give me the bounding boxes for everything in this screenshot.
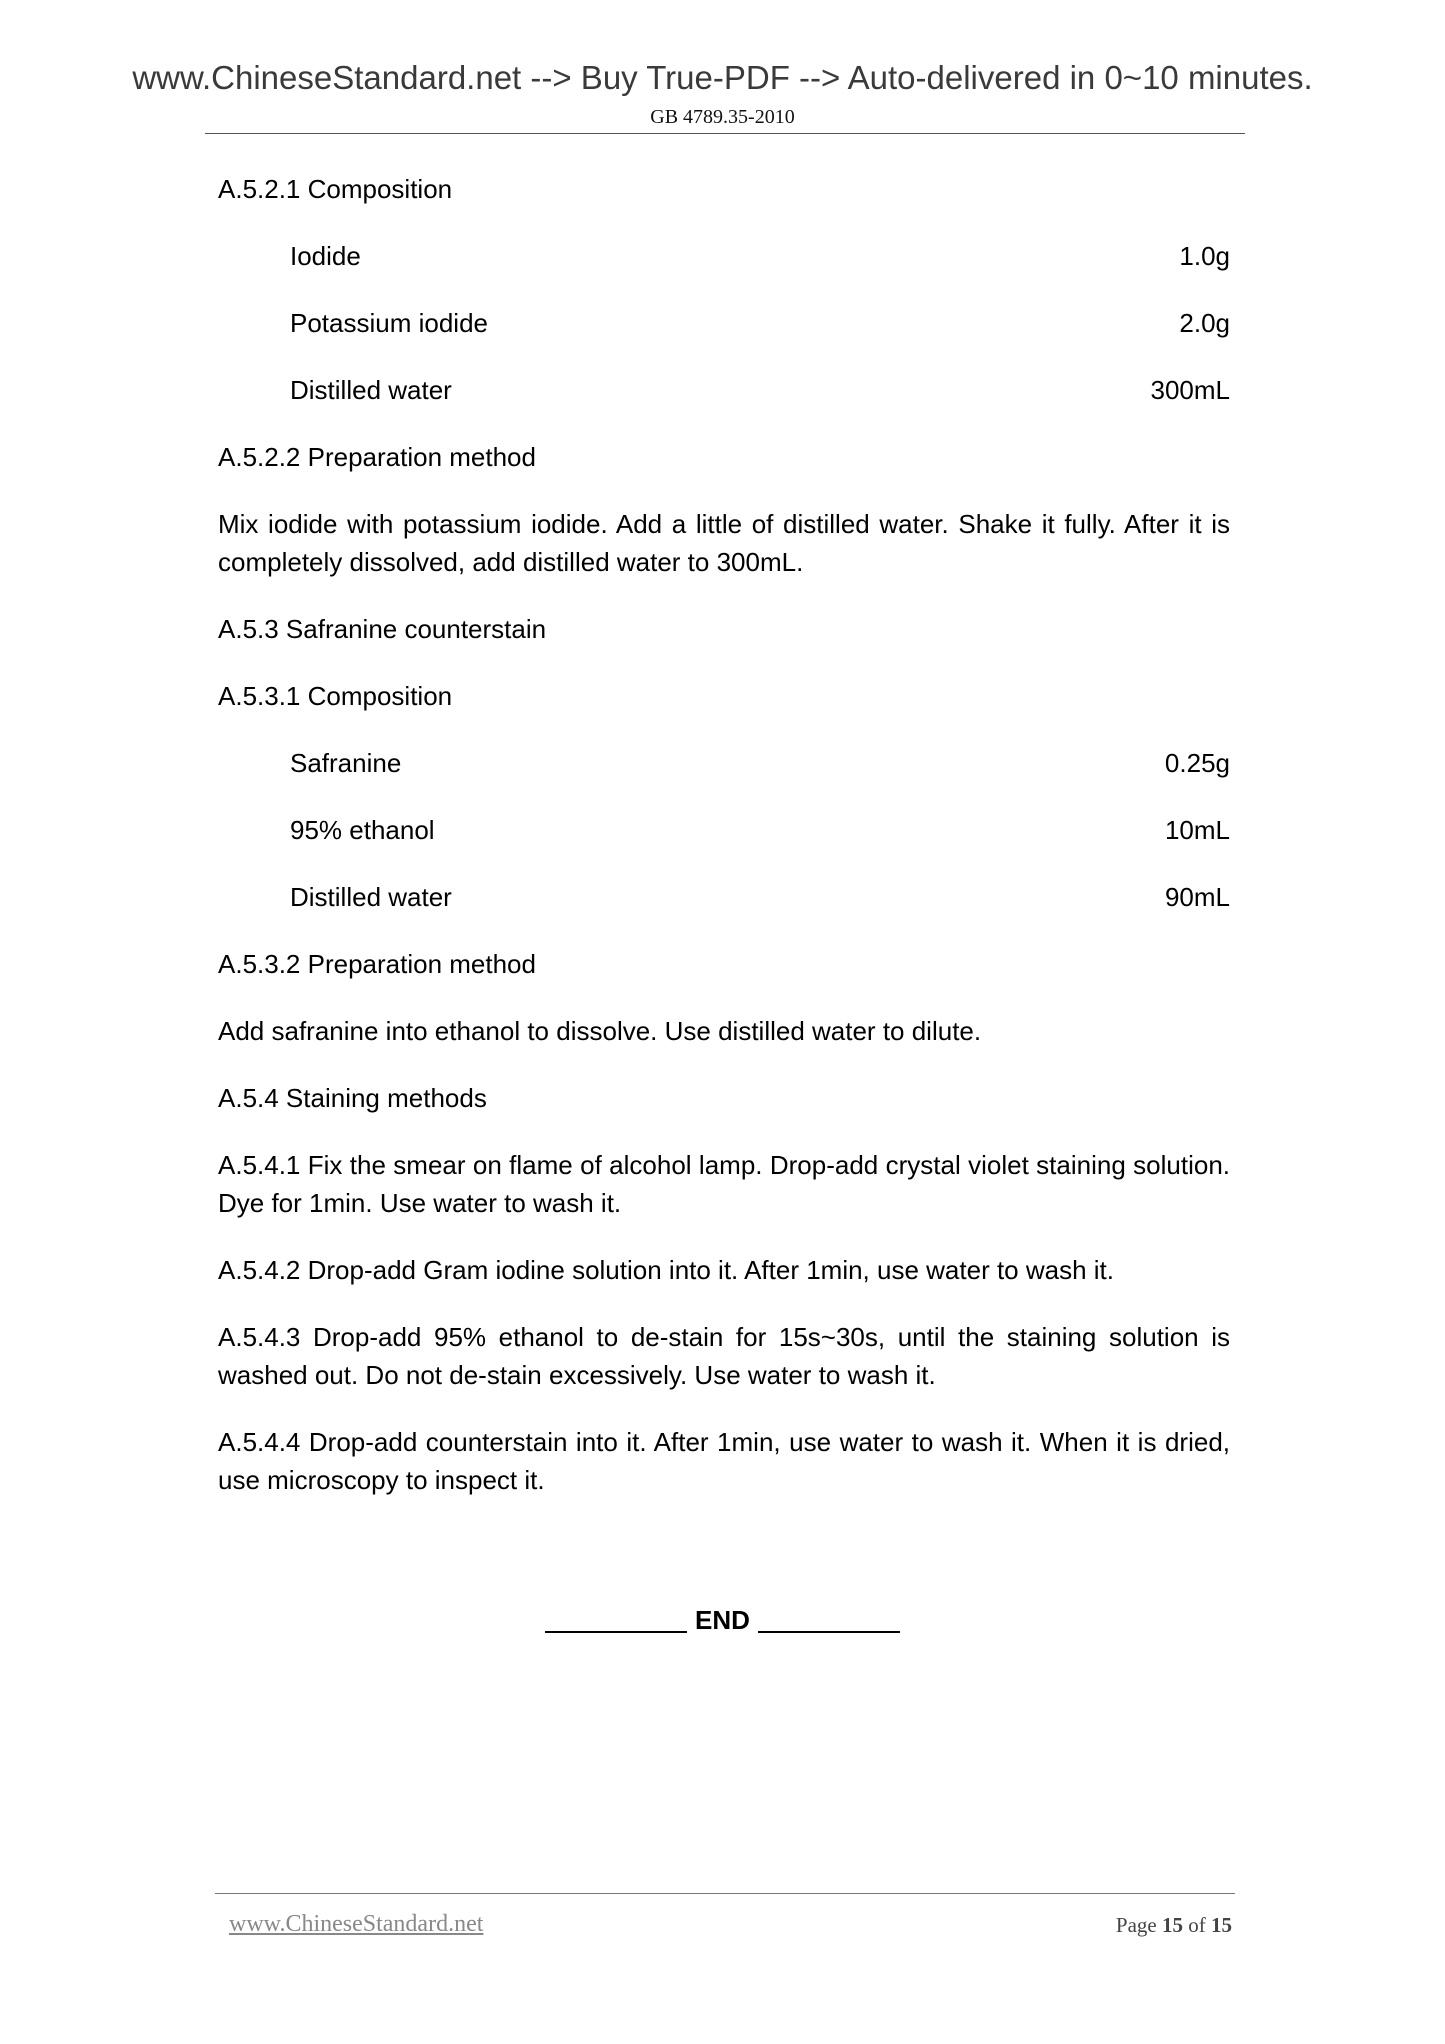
- standard-code: GB 4789.35-2010: [650, 106, 795, 128]
- section-heading-a5-3-1: A.5.3.1 Composition: [218, 681, 453, 711]
- ingredient-amount: 10mL: [1164, 815, 1230, 845]
- section-heading-a5-4: A.5.4 Staining methods: [218, 1083, 487, 1113]
- preparation-text: Mix iodide with potassium iodide. Add a little of distilled water. Shake it fully. After it is completely dissolved, add distilled water to 300mL.: [218, 509, 1230, 577]
- ingredient-amount: 0.25g: [1164, 748, 1230, 778]
- section-heading-a5-2-2: A.5.2.2 Preparation method: [218, 442, 536, 472]
- header-banner[interactable]: www.ChineseStandard.net --> Buy True-PDF --> Auto-delivered in 0~10 minutes.: [132, 59, 1313, 96]
- preparation-text: Add safranine into ethanol to dissolve. Use distilled water to dilute.: [218, 1016, 982, 1046]
- composition-row: [290, 878, 1230, 916]
- composition-row: [290, 304, 1230, 342]
- end-marker: [0, 1605, 1445, 1636]
- staining-step: A.5.4.3 Drop-add 95% ethanol to de-stain for 15s~30s, until the staining solution is washed out. Do not de-stain excessively. Use water to wash it.: [218, 1322, 1230, 1390]
- staining-step: A.5.4.4 Drop-add counterstain into it. After 1min, use water to wash it. When it is dried, use microscopy to inspect it.: [218, 1427, 1230, 1495]
- end-rule-left: [545, 1631, 687, 1633]
- end-text: END: [695, 1605, 750, 1635]
- section-heading-a5-3-2: A.5.3.2 Preparation method: [218, 949, 536, 979]
- ingredient-amount: 2.0g: [1179, 308, 1230, 338]
- ingredient-name: Safranine: [290, 748, 402, 778]
- ingredient-name: Distilled water: [290, 375, 452, 405]
- page-prefix: Page: [1115, 1913, 1157, 1937]
- composition-row: [290, 237, 1230, 275]
- ingredient-amount: 300mL: [1150, 375, 1230, 405]
- page-total: 15: [1211, 1913, 1232, 1937]
- ingredient-amount: 90mL: [1164, 882, 1230, 912]
- staining-step: A.5.4.2 Drop-add Gram iodine solution into it. After 1min, use water to wash it.: [218, 1255, 1114, 1285]
- ingredient-amount: 1.0g: [1179, 241, 1230, 271]
- composition-row: [290, 371, 1230, 409]
- staining-step: A.5.4.1 Fix the smear on flame of alcohol lamp. Drop-add crystal violet staining solution. Dye for 1min. Use water to wash it.: [218, 1150, 1230, 1218]
- page-of: of: [1188, 1913, 1206, 1937]
- ingredient-name: Distilled water: [290, 882, 452, 912]
- footer-divider: [215, 1893, 1235, 1894]
- section-heading-a5-3: A.5.3 Safranine counterstain: [218, 614, 547, 644]
- ingredient-name: 95% ethanol: [290, 815, 435, 845]
- end-rule-right: [758, 1631, 900, 1633]
- header-divider: [205, 133, 1245, 134]
- page-current: 15: [1162, 1913, 1183, 1937]
- ingredient-name: Iodide: [290, 241, 361, 271]
- footer-link[interactable]: www.ChineseStandard.net: [229, 1911, 484, 1937]
- section-heading-a5-2-1: A.5.2.1 Composition: [218, 174, 453, 204]
- composition-row: [290, 811, 1230, 849]
- composition-row: [290, 744, 1230, 782]
- document-body: [218, 170, 1230, 1528]
- page-number: [1116, 1913, 1232, 1938]
- ingredient-name: Potassium iodide: [290, 308, 488, 338]
